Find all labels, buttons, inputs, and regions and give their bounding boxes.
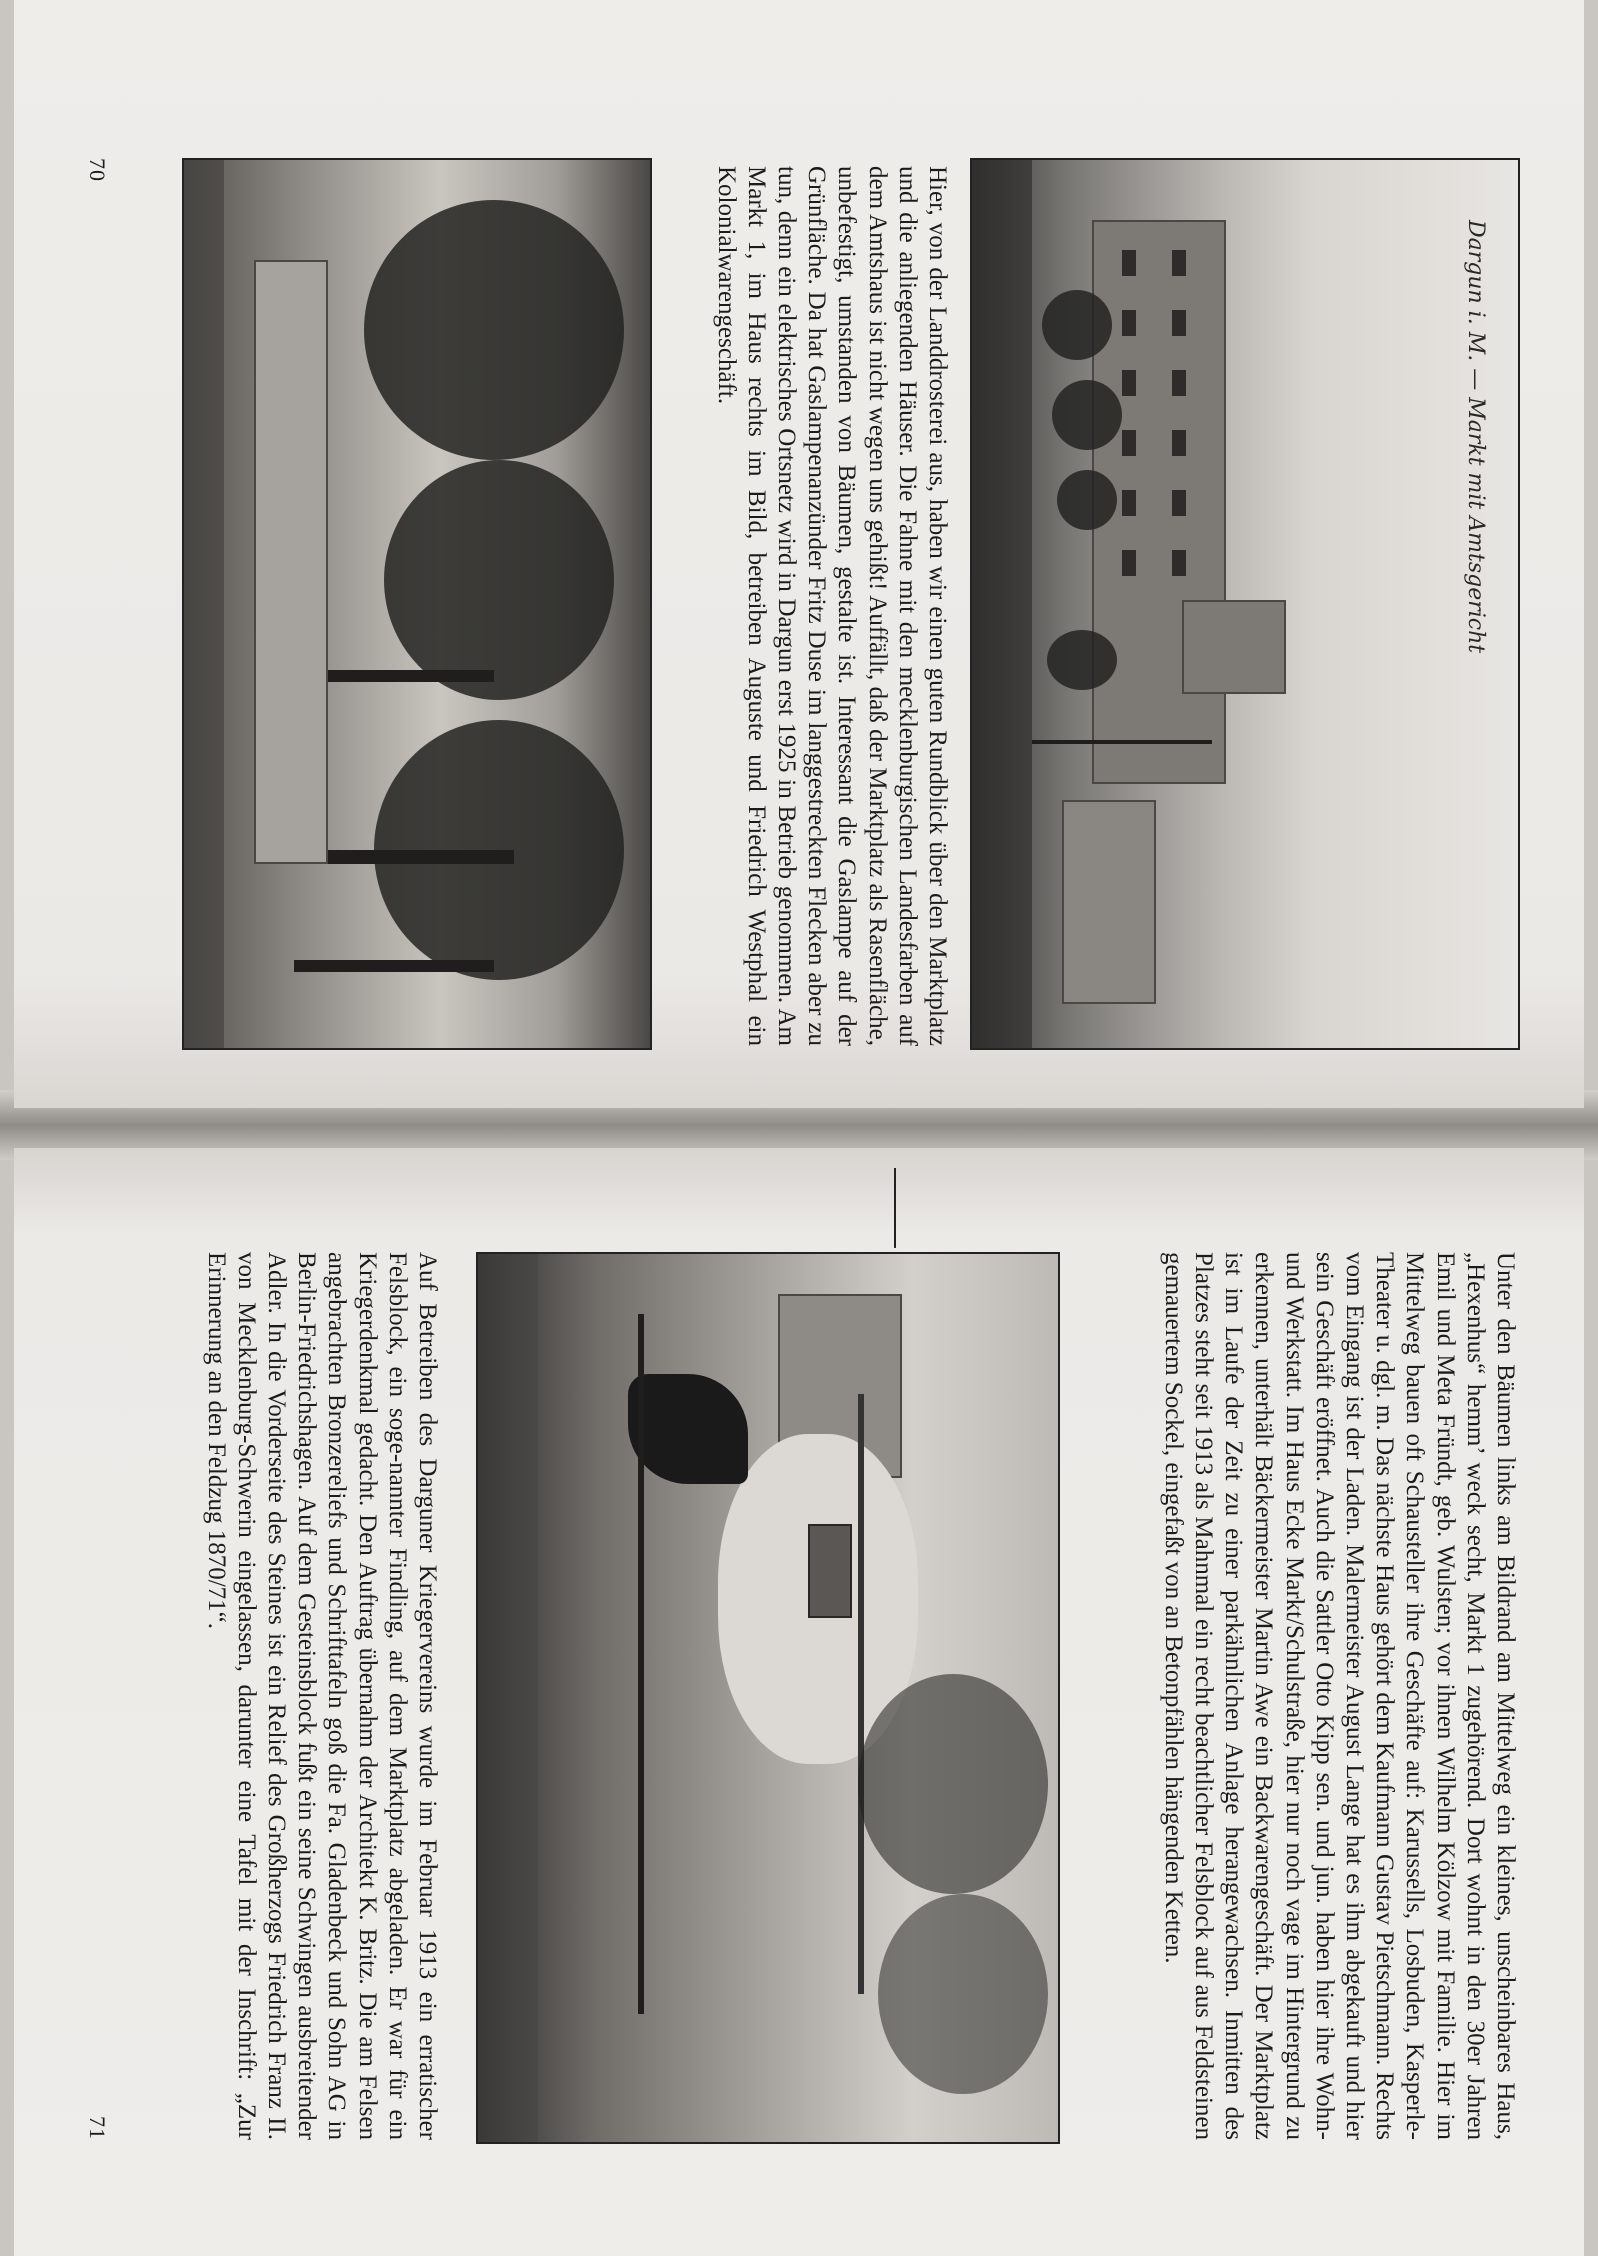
page-number-71: 71 [85, 2116, 110, 2140]
text-paragraph-71b: Auf Betreiben des Darguner Kriegervereins wurde im Februar 1913 ein erratischer Felsblock, ein soge-nannter Findling, auf dem Marktplatz abgeladen. Er war für ein Kriegerdenkmal gedacht. Den Auftrag übernahm der Architekt K. Britz. Die am Felsen angebrachten Bronzereliefs und Schrifttafeln goß die Fa. Gladenbeck und Sohn AG in Berlin-Friedrichshagen. Auf dem Gesteinsblock fußt ein seine Schwingen ausbreitender Adler. In die Vorderseite des Steines ist ein Relief des Großherzogs Friedrich Franz II. von Mecklenburg-Schwerin eingelassen, darunter eine Tafel mit der Inschrift: „Zur Erinnerung an den Feldzug 1870/71“. [202, 1252, 441, 2140]
pen-mark [894, 1168, 920, 1248]
text-paragraph-70: Hier, von der Landdrosterei aus, haben wir einen guten Rundblick über den Marktplatz und die anliegenden Häuser. Die Fahne mit den mecklenburgischen Landesfarben auf dem Amtshaus ist nicht wegen uns gehißt! Auffällt, daß der Marktplatz als Rasenfläche, unbefestigt, umstanden von Bäumen, gestalte ist. Interessant die Gaslampe auf der Grünfläche. Da hat Gaslampenanzünder Fritz Duse im langgestreckten Flecken aber zu tun, denn ein elektrisches Ortsnetz wird in Dargun erst 1925 in Betrieb genommen. Am Markt 1, im Haus rechts im Bild, betreiben Auguste und Friedrich Westphal ein Kolonialwarengeschäft. [712, 166, 951, 1046]
page-number-70: 70 [85, 158, 110, 182]
eagle-figure [628, 1374, 748, 1484]
tower [1182, 600, 1286, 694]
lamp-post [1032, 740, 1212, 744]
photo-kriegerdenkmal [476, 1252, 1060, 2144]
market-house [1062, 800, 1156, 1004]
page-70 [14, 0, 1584, 1108]
photo-marktplatz-baeume [182, 158, 652, 1050]
page-71 [14, 1148, 1584, 2256]
text-paragraph-71a: Unter den Bäumen links am Bildrand am Mittelweg ein kleines, unscheinbares Haus, „Hexenhus“ hemm’ weck secht, Markt 1 zugehörend. Dort wohnt in den 30er Jahren Emil und Meta Fründt, geb. Wulsten; vor ihnen Wilhelm Kölzow mit Familie. Hier im Mittelweg bauen oft Schausteller ihre Geschäfte auf: Karussells, Losbuden, Kasperle-Theater u. dgl. m. Das nächste Haus gehört dem Kaufmann Gustav Pietschmann. Rechts vom Eingang ist der Laden. Malermeister August Lange hat es ihm abgekauft und hier sein Geschäft eröffnet. Auch die Sattler Otto Kipp sen. und jun. haben hier ihre Wohn- und Werkstatt. Im Haus Ecke Markt/Schulstraße, hier nur noch vage im Hintergrund zu erkennen, unterhält Bäckermeister Martin Awe ein Backwarengeschäft. Der Marktplatz ist im Laufe der Zeit zu einer parkähnlichen Anlage herangewachsen. Inmitten des Platzes steht seit 1913 als Mahnmal ein recht beachtlicher Felsblock auf aus Feldsteinen gemauertem Sockel, eingefaßt von an Betonpfählen hängenden Ketten. [1159, 1252, 1519, 2140]
photo-markt-amtsgericht [970, 158, 1520, 1050]
photo-caption: Dargun i. M. — Markt mit Amtsgericht [1463, 220, 1488, 654]
memorial-plaque [808, 1524, 852, 1618]
